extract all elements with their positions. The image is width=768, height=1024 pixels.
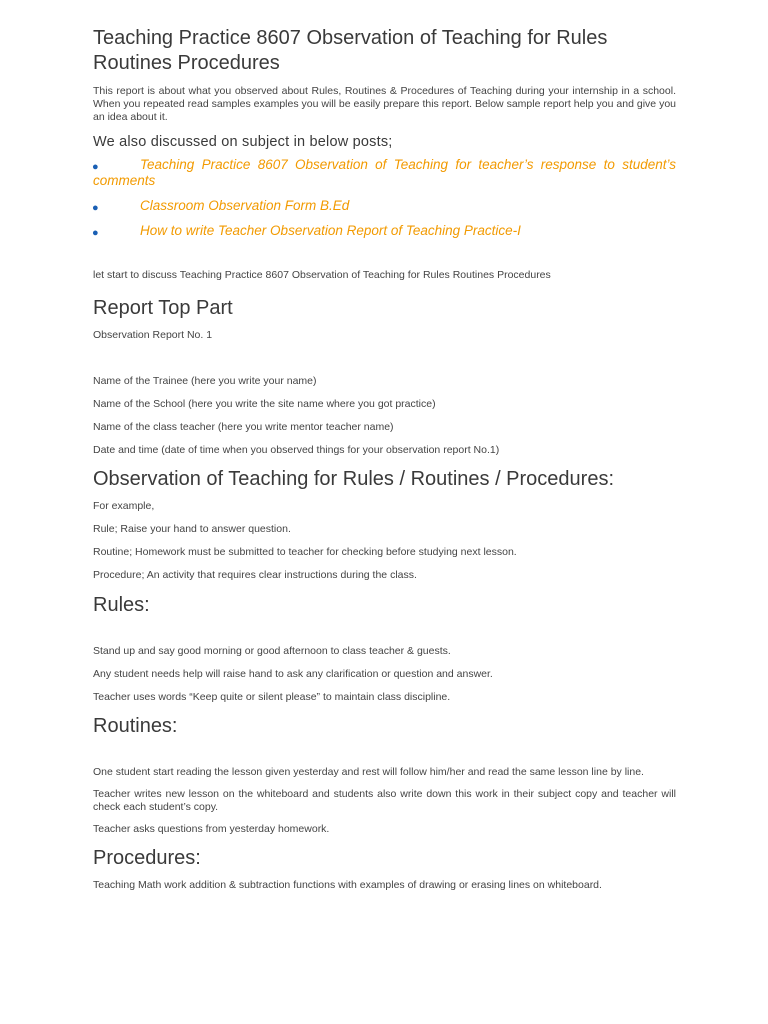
class-teacher-field: Name of the class teacher (here you write mentor teacher name) <box>93 421 394 433</box>
list-item <box>93 198 676 214</box>
list-item <box>93 157 676 189</box>
school-name-field: Name of the School (here you write the site name where you got practice) <box>93 398 436 410</box>
intro-paragraph: This report is about what you observed about Rules, Routines & Procedures of Teaching during your internship in a school. When you repeated read samples examples you will be easily prepare this report. Below sample report help you and give you an idea about it. <box>93 85 676 123</box>
rules-line: Teacher uses words “Keep quite or silent please” to maintain class discipline. <box>93 691 451 703</box>
report-number: Observation Report No. 1 <box>93 329 213 341</box>
trainee-name-field: Name of the Trainee (here you write your name) <box>93 375 317 387</box>
document-content <box>93 26 676 892</box>
bullet-icon: ● <box>92 161 99 173</box>
report-top-heading: Report Top Part <box>93 297 233 319</box>
rules-line: Stand up and say good morning or good afternoon to class teacher & guests. <box>93 645 451 657</box>
related-posts-list <box>93 157 676 239</box>
bullet-icon: ● <box>92 202 99 214</box>
procedures-heading: Procedures: <box>93 847 201 869</box>
routines-heading: Routines: <box>93 715 178 737</box>
date-time-field: Date and time (date of time when you observed things for your observation report No.1) <box>93 444 500 456</box>
routines-line: Teacher asks questions from yesterday homework. <box>93 823 330 835</box>
start-line: let start to discuss Teaching Practice 8607 Observation of Teaching for Rules Routines Procedures <box>93 269 551 281</box>
rules-heading: Rules: <box>93 594 150 616</box>
related-post-link[interactable]: Teaching Practice 8607 Observation of Teaching for teacher’s response to student’s comments <box>93 157 676 188</box>
page-title: Teaching Practice 8607 Observation of Teaching for Rules Routines Procedures <box>93 27 608 74</box>
observation-line: Routine; Homework must be submitted to teacher for checking before studying next lesson. <box>93 546 517 558</box>
routines-line: Teacher writes new lesson on the whiteboard and students also write down this work in their subject copy and teacher will check each student’s copy. <box>93 788 676 813</box>
observation-heading: Observation of Teaching for Rules / Routines / Procedures: <box>93 468 615 490</box>
procedures-line: Teaching Math work addition & subtraction functions with examples of drawing or erasing lines on whiteboard. <box>93 879 602 891</box>
observation-line: Rule; Raise your hand to answer question. <box>93 523 291 535</box>
routines-line: One student start reading the lesson given yesterday and rest will follow him/her and read the same lesson line by line. <box>93 766 644 778</box>
related-post-link[interactable]: How to write Teacher Observation Report of Teaching Practice-I <box>140 223 521 238</box>
observation-line: Procedure; An activity that requires clear instructions during the class. <box>93 569 417 581</box>
observation-line: For example, <box>93 500 155 512</box>
bullet-icon: ● <box>92 227 99 239</box>
related-post-link[interactable]: Classroom Observation Form B.Ed <box>140 198 350 213</box>
list-item <box>93 223 676 239</box>
rules-line: Any student needs help will raise hand to ask any clarification or question and answer. <box>93 668 493 680</box>
related-posts-heading: We also discussed on subject in below posts; <box>93 134 393 150</box>
